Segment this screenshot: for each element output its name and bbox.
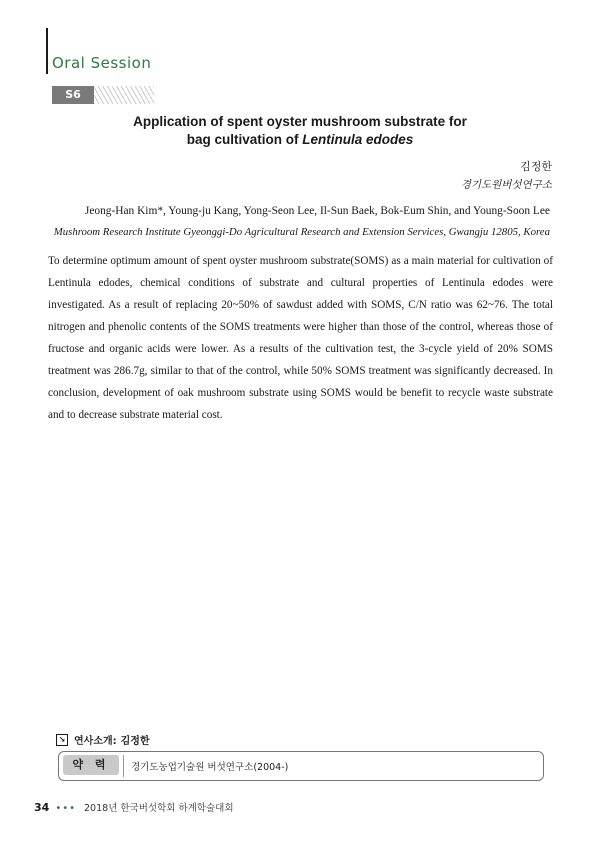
tag-stripes — [94, 86, 154, 104]
speaker-name: 김정한 — [120, 736, 150, 747]
header-vertical-rule — [46, 28, 48, 74]
korean-author: 김정한 — [520, 160, 552, 173]
conference-name: 2018년 한국버섯학회 하계학술대회 — [84, 803, 234, 814]
speaker-intro-label: 연사소개: — [74, 736, 117, 747]
arrow-down-right-icon: ↘ — [56, 734, 68, 746]
speaker-intro-heading — [56, 732, 150, 747]
paper-title — [60, 113, 540, 149]
title-line-2-prefix: bag cultivation of — [186, 132, 303, 147]
authors: Jeong-Han Kim*, Young-ju Kang, Yong-Seon Lee, Il-Sun Baek, Bok-Eum Shin, and Young-Soon Lee — [84, 205, 550, 217]
title-species: Lentinula edodes — [302, 132, 414, 147]
session-code: S6 — [52, 86, 94, 104]
career-divider — [123, 755, 124, 777]
page-number: 34 — [34, 801, 50, 814]
title-line-1: Application of spent oyster mushroom substrate for — [133, 114, 467, 129]
career-value: 경기도농업기술원 버섯연구소(2004-) — [131, 762, 289, 773]
title-line-2 — [60, 131, 540, 149]
affiliation: Mushroom Research Institute Gyeonggi-Do Agricultural Research and Extension Services, Gwangju 12805, Korea — [53, 226, 550, 238]
career-box — [58, 751, 544, 781]
page-footer — [34, 800, 234, 814]
career-label: 약 력 — [63, 755, 119, 775]
abstract: To determine optimum amount of spent oyster mushroom substrate(SOMS) as a main material for cultivation of Lentinula edodes, chemical conditions of substrate and cultural properties of Lentinula edodes were investigated. As a result of replacing 20~50% of sawdust added with SOMS, C/N ratio was 62~76. The total nitrogen and phenolic contents of the SOMS treatments were higher than those of the control, whereas those of fructose and organic acids were lower. As a results of the cultivation test, the 3-cycle yield of 20% SOMS treatment was 286.7g, similar to that of the control, while 50% SOMS treatment was significantly decreased. In conclusion, development of oak mushroom substrate using SOMS would be benefit to recycle waste substrate and to decrease substrate material cost. — [48, 255, 553, 421]
footer-dots: ••• — [55, 803, 77, 814]
korean-affiliation: 경기도원버섯연구소 — [460, 179, 552, 191]
session-title: Oral Session — [52, 54, 152, 72]
